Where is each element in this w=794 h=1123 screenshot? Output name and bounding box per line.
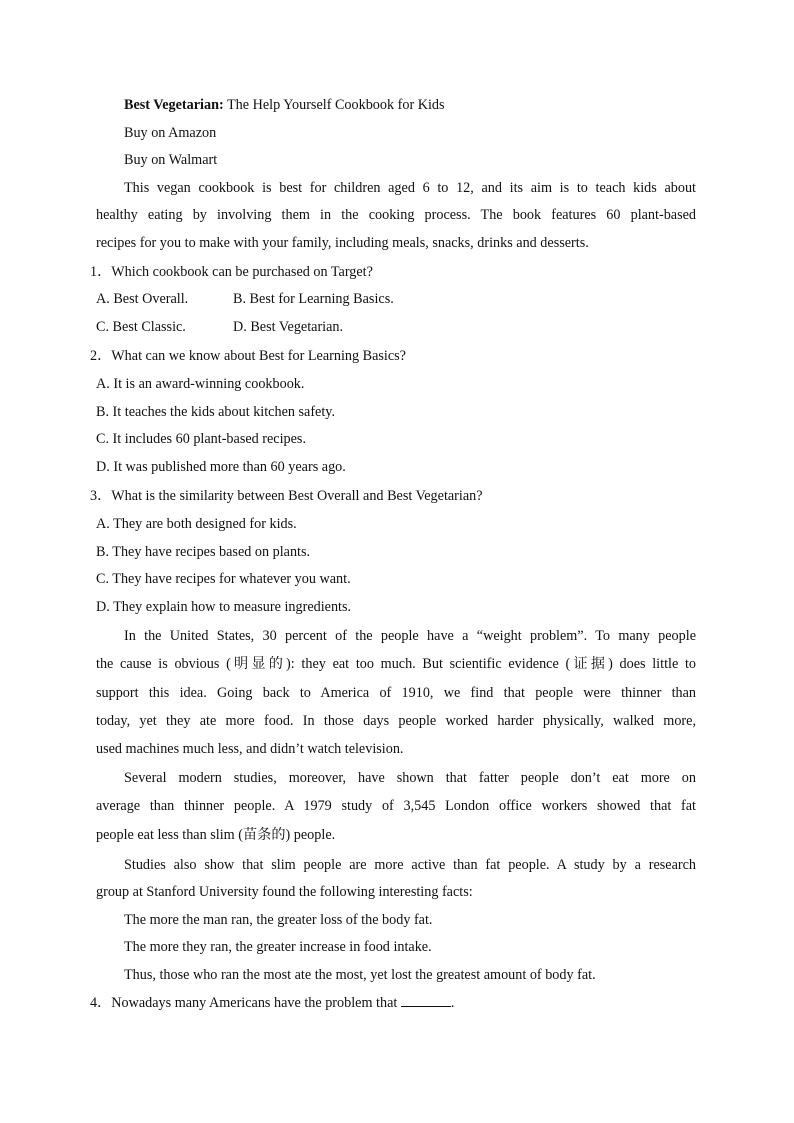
passage-line: Several modern studies, moreover, have shown that fatter people don’t eat more on [124, 769, 696, 786]
vegetarian-heading [96, 92, 696, 120]
passage-line: today, yet they ate more food. In those days people worked harder physically, walked more, [96, 713, 696, 730]
option: A. Best Overall. [96, 291, 189, 308]
option: C. It includes 60 plant-based recipes. [96, 431, 306, 448]
passage-line: Studies also show that slim people are more active than fat people. A study by a research [124, 856, 696, 873]
option: B. They have recipes based on plants. [96, 543, 311, 560]
fact-line: The more the man ran, the greater loss of the body fat. [124, 911, 433, 928]
option: C. They have recipes for whatever you want. [96, 571, 351, 588]
option: D. It was published more than 60 years ago. [96, 459, 346, 476]
option: C. Best Classic. [96, 319, 186, 336]
question-3-stem: 3．What is the similarity between Best Overall and Best Vegetarian? [90, 487, 483, 504]
option: B. It teaches the kids about kitchen safety. [96, 403, 336, 420]
question-1-options-row [96, 314, 696, 342]
answer-blank [401, 992, 451, 1007]
fact-line: The more they ran, the greater increase in food intake. [124, 939, 432, 956]
passage-line: people eat less than slim (苗条的) people. [96, 826, 336, 843]
document-page [90, 92, 696, 1018]
option: A. It is an award-winning cookbook. [96, 375, 305, 392]
vegetarian-desc-line: This vegan cookbook is best for children aged 6 to 12, and its aim is to teach kids about [124, 179, 696, 196]
fact-line: Thus, those who ran the most ate the most, yet lost the greatest amount of body fat. [124, 966, 596, 983]
passage-line: In the United States, 30 percent of the people have a “weight problem”. To many people [124, 627, 696, 644]
vegetarian-title: The Help Yourself Cookbook for Kids [223, 97, 445, 113]
option: D. Best Vegetarian. [233, 319, 344, 336]
buy-amazon-text: Buy on Amazon [124, 124, 217, 141]
option: A. They are both designed for kids. [96, 515, 297, 532]
passage-line: support this idea. Going back to America of 1910, we find that people were thinner than [96, 684, 696, 701]
passage-line: group at Stanford University found the following interesting facts: [96, 884, 473, 901]
question-2-stem: 2．What can we know about Best for Learning Basics? [90, 347, 406, 364]
question-1-stem: 1．Which cookbook can be purchased on Target? [90, 263, 373, 280]
question-4-stem [90, 989, 696, 1018]
question-4-stem-text: 4．Nowadays many Americans have the problem that [90, 995, 401, 1012]
vegetarian-desc-line: healthy eating by involving them in the cooking process. The book features 60 plant-based [96, 207, 696, 224]
buy-walmart-text: Buy on Walmart [124, 152, 218, 169]
passage-line: used machines much less, and didn’t watch television. [96, 741, 404, 758]
option: B. Best for Learning Basics. [233, 291, 394, 308]
passage-line: average than thinner people. A 1979 study of 3,545 London office workers showed that fat [96, 798, 696, 815]
option: D. They explain how to measure ingredients. [96, 599, 352, 616]
question-4-stem-end: . [450, 995, 455, 1012]
question-1-options-row [96, 286, 696, 314]
vegetarian-label: Best Vegetarian: [124, 97, 224, 113]
vegetarian-desc-line: recipes for you to make with your family, including meals, snacks, drinks and desserts. [96, 234, 589, 251]
passage-line: the cause is obvious (明显的): they eat too much. But scientific evidence (证据) does little to [96, 656, 696, 673]
